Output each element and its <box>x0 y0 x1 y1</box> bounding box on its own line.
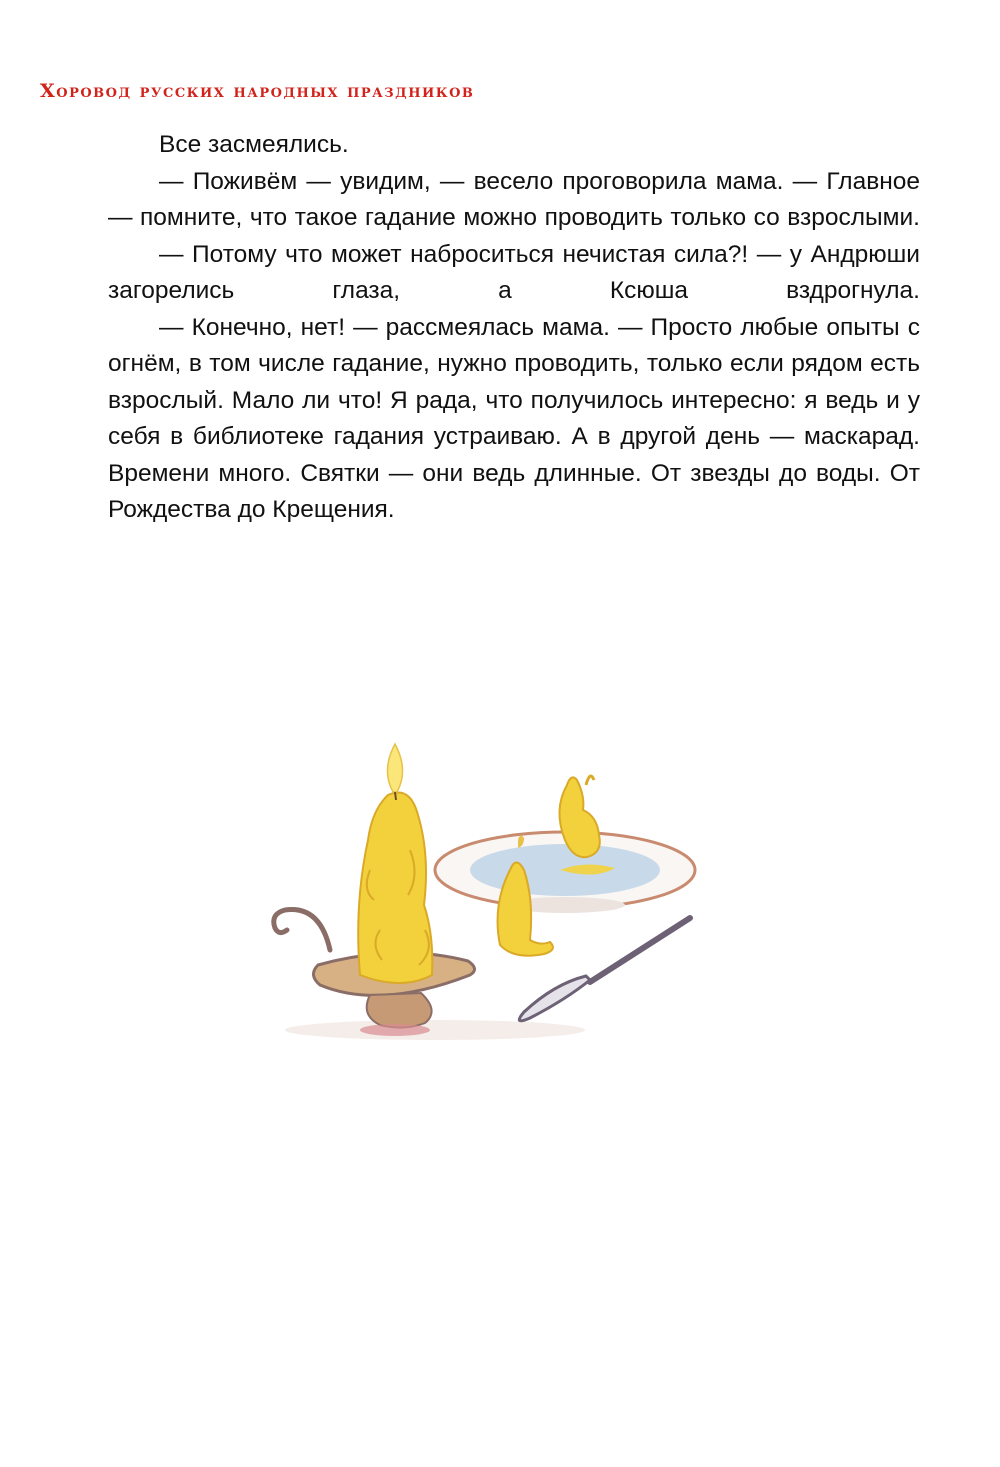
spoon <box>519 918 690 1021</box>
candle-illustration <box>260 730 730 1060</box>
page-running-title: Хоровод русских народных праздников <box>40 80 475 102</box>
paragraph: Все засмеялись. <box>159 131 349 158</box>
story-text <box>108 127 920 529</box>
table-shadow <box>285 1020 585 1040</box>
candle <box>358 744 432 983</box>
paragraph: — Поживём — увидим, — весело проговорила мама. — Главное — помните, что такое гадание можно проводить только со взрослыми. <box>108 167 920 231</box>
plate <box>435 832 695 913</box>
paragraph: — Конечно, нет! — рассмеялась мама. — Просто любые опыты с огнём, в том числе гадание, нужно проводить, только если рядом есть взрослый. Мало ли что! Я рада, что получилось интересно: я ведь и у себя в библиотеке гадания устраиваю. А в другой день — маскарад. Времени много. Святки — они ведь длинные. От звезды до воды. От Рождества до Крещения. <box>108 313 920 523</box>
flame-icon <box>387 744 402 792</box>
paragraph: — Потому что может наброситься нечистая сила?! — у Андрюши загорелись глаза, а Ксюша вздрогнула. <box>108 240 920 304</box>
